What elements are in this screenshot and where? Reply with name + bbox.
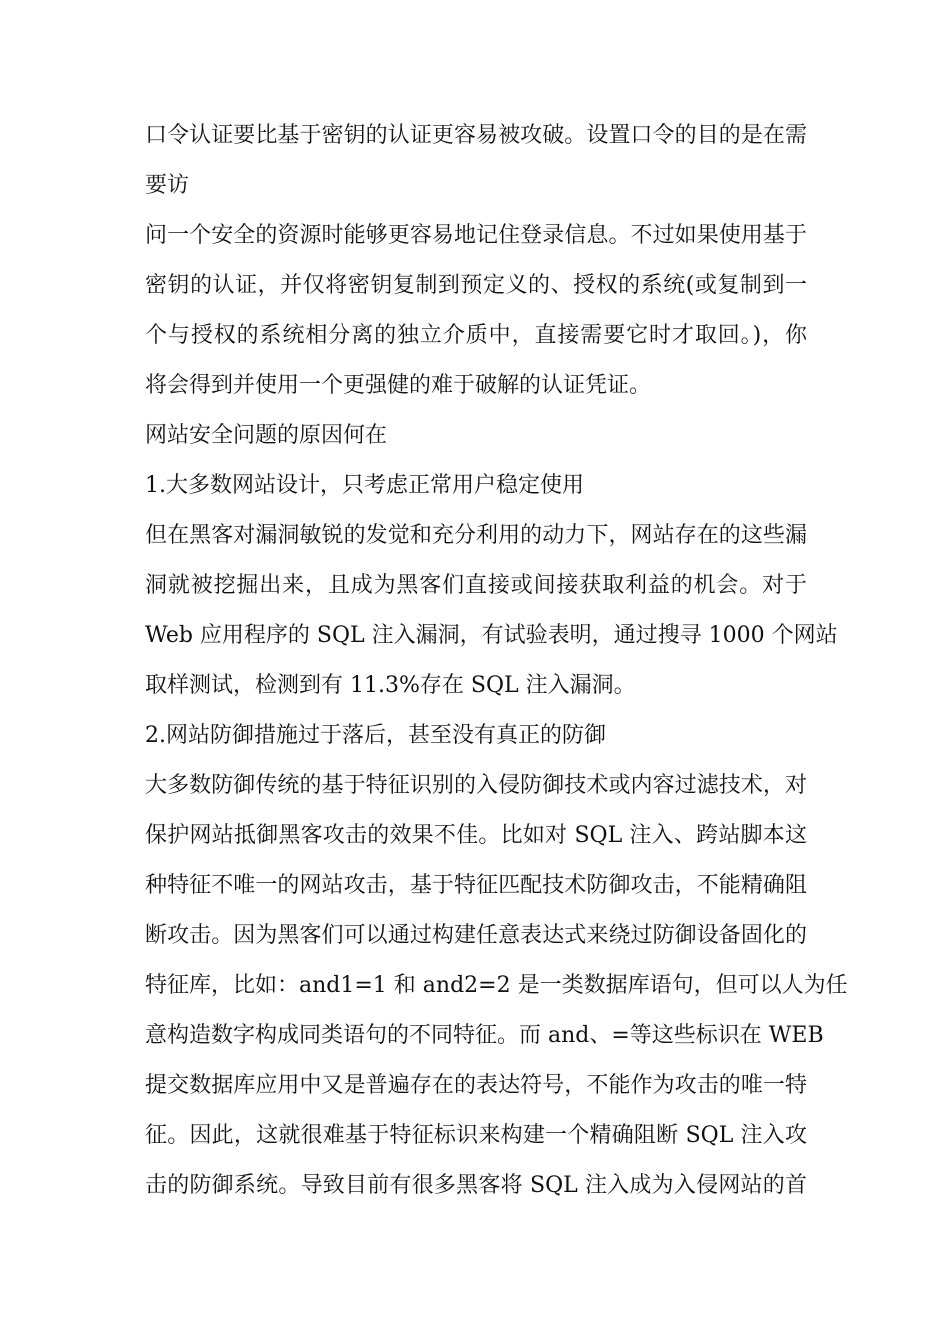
text-line: 口令认证要比基于密钥的认证更容易被攻破。设置口令的目的是在需 xyxy=(145,123,807,148)
text-line: 大多数防御传统的基于特征识别的入侵防御技术或内容过滤技术，对 xyxy=(145,773,807,798)
text-line: 征。因此，这就很难基于特征标识来构建一个精确阻断 SQL 注入攻 xyxy=(145,1123,807,1148)
text-line: 特征库，比如：and1=1 和 and2=2 是一类数据库语句，但可以人为任 xyxy=(145,973,848,998)
document-body xyxy=(145,111,848,1211)
text-line: 但在黑客对漏洞敏锐的发觉和充分利用的动力下，网站存在的这些漏 xyxy=(145,523,807,548)
list-heading: 1.大多数网站设计，只考虑正常用户稳定使用 xyxy=(145,473,584,498)
text-line: 击的防御系统。导致目前有很多黑客将 SQL 注入成为入侵网站的首 xyxy=(145,1173,807,1198)
text-line: Web 应用程序的 SQL 注入漏洞，有试验表明，通过搜寻 1000 个网站 xyxy=(145,623,838,648)
section-heading: 网站安全问题的原因何在 xyxy=(145,423,388,448)
text-line: 将会得到并使用一个更强健的难于破解的认证凭证。 xyxy=(145,373,652,398)
text-line: 断攻击。因为黑客们可以通过构建任意表达式来绕过防御设备固化的 xyxy=(145,923,807,948)
text-line: 密钥的认证，并仅将密钥复制到预定义的、授权的系统(或复制到一 xyxy=(145,273,807,298)
text-line: 保护网站抵御黑客攻击的效果不佳。比如对 SQL 注入、跨站脚本这 xyxy=(145,823,807,848)
list-heading: 2.网站防御措施过于落后，甚至没有真正的防御 xyxy=(145,723,606,748)
text-line: 问一个安全的资源时能够更容易地记住登录信息。不过如果使用基于 xyxy=(145,223,807,248)
text-line: 种特征不唯一的网站攻击，基于特征匹配技术防御攻击，不能精确阻 xyxy=(145,873,807,898)
text-line: 意构造数字构成同类语句的不同特征。而 and、=等这些标识在 WEB xyxy=(145,1023,824,1048)
text-line: 取样测试，检测到有 11.3%存在 SQL 注入漏洞。 xyxy=(145,673,636,698)
text-line: 洞就被挖掘出来，且成为黑客们直接或间接获取利益的机会。对于 xyxy=(145,573,807,598)
text-line: 个与授权的系统相分离的独立介质中，直接需要它时才取回。)，你 xyxy=(145,323,807,348)
text-line: 提交数据库应用中又是普遍存在的表达符号，不能作为攻击的唯一特 xyxy=(145,1073,807,1098)
text-line: 要访 xyxy=(145,173,190,198)
